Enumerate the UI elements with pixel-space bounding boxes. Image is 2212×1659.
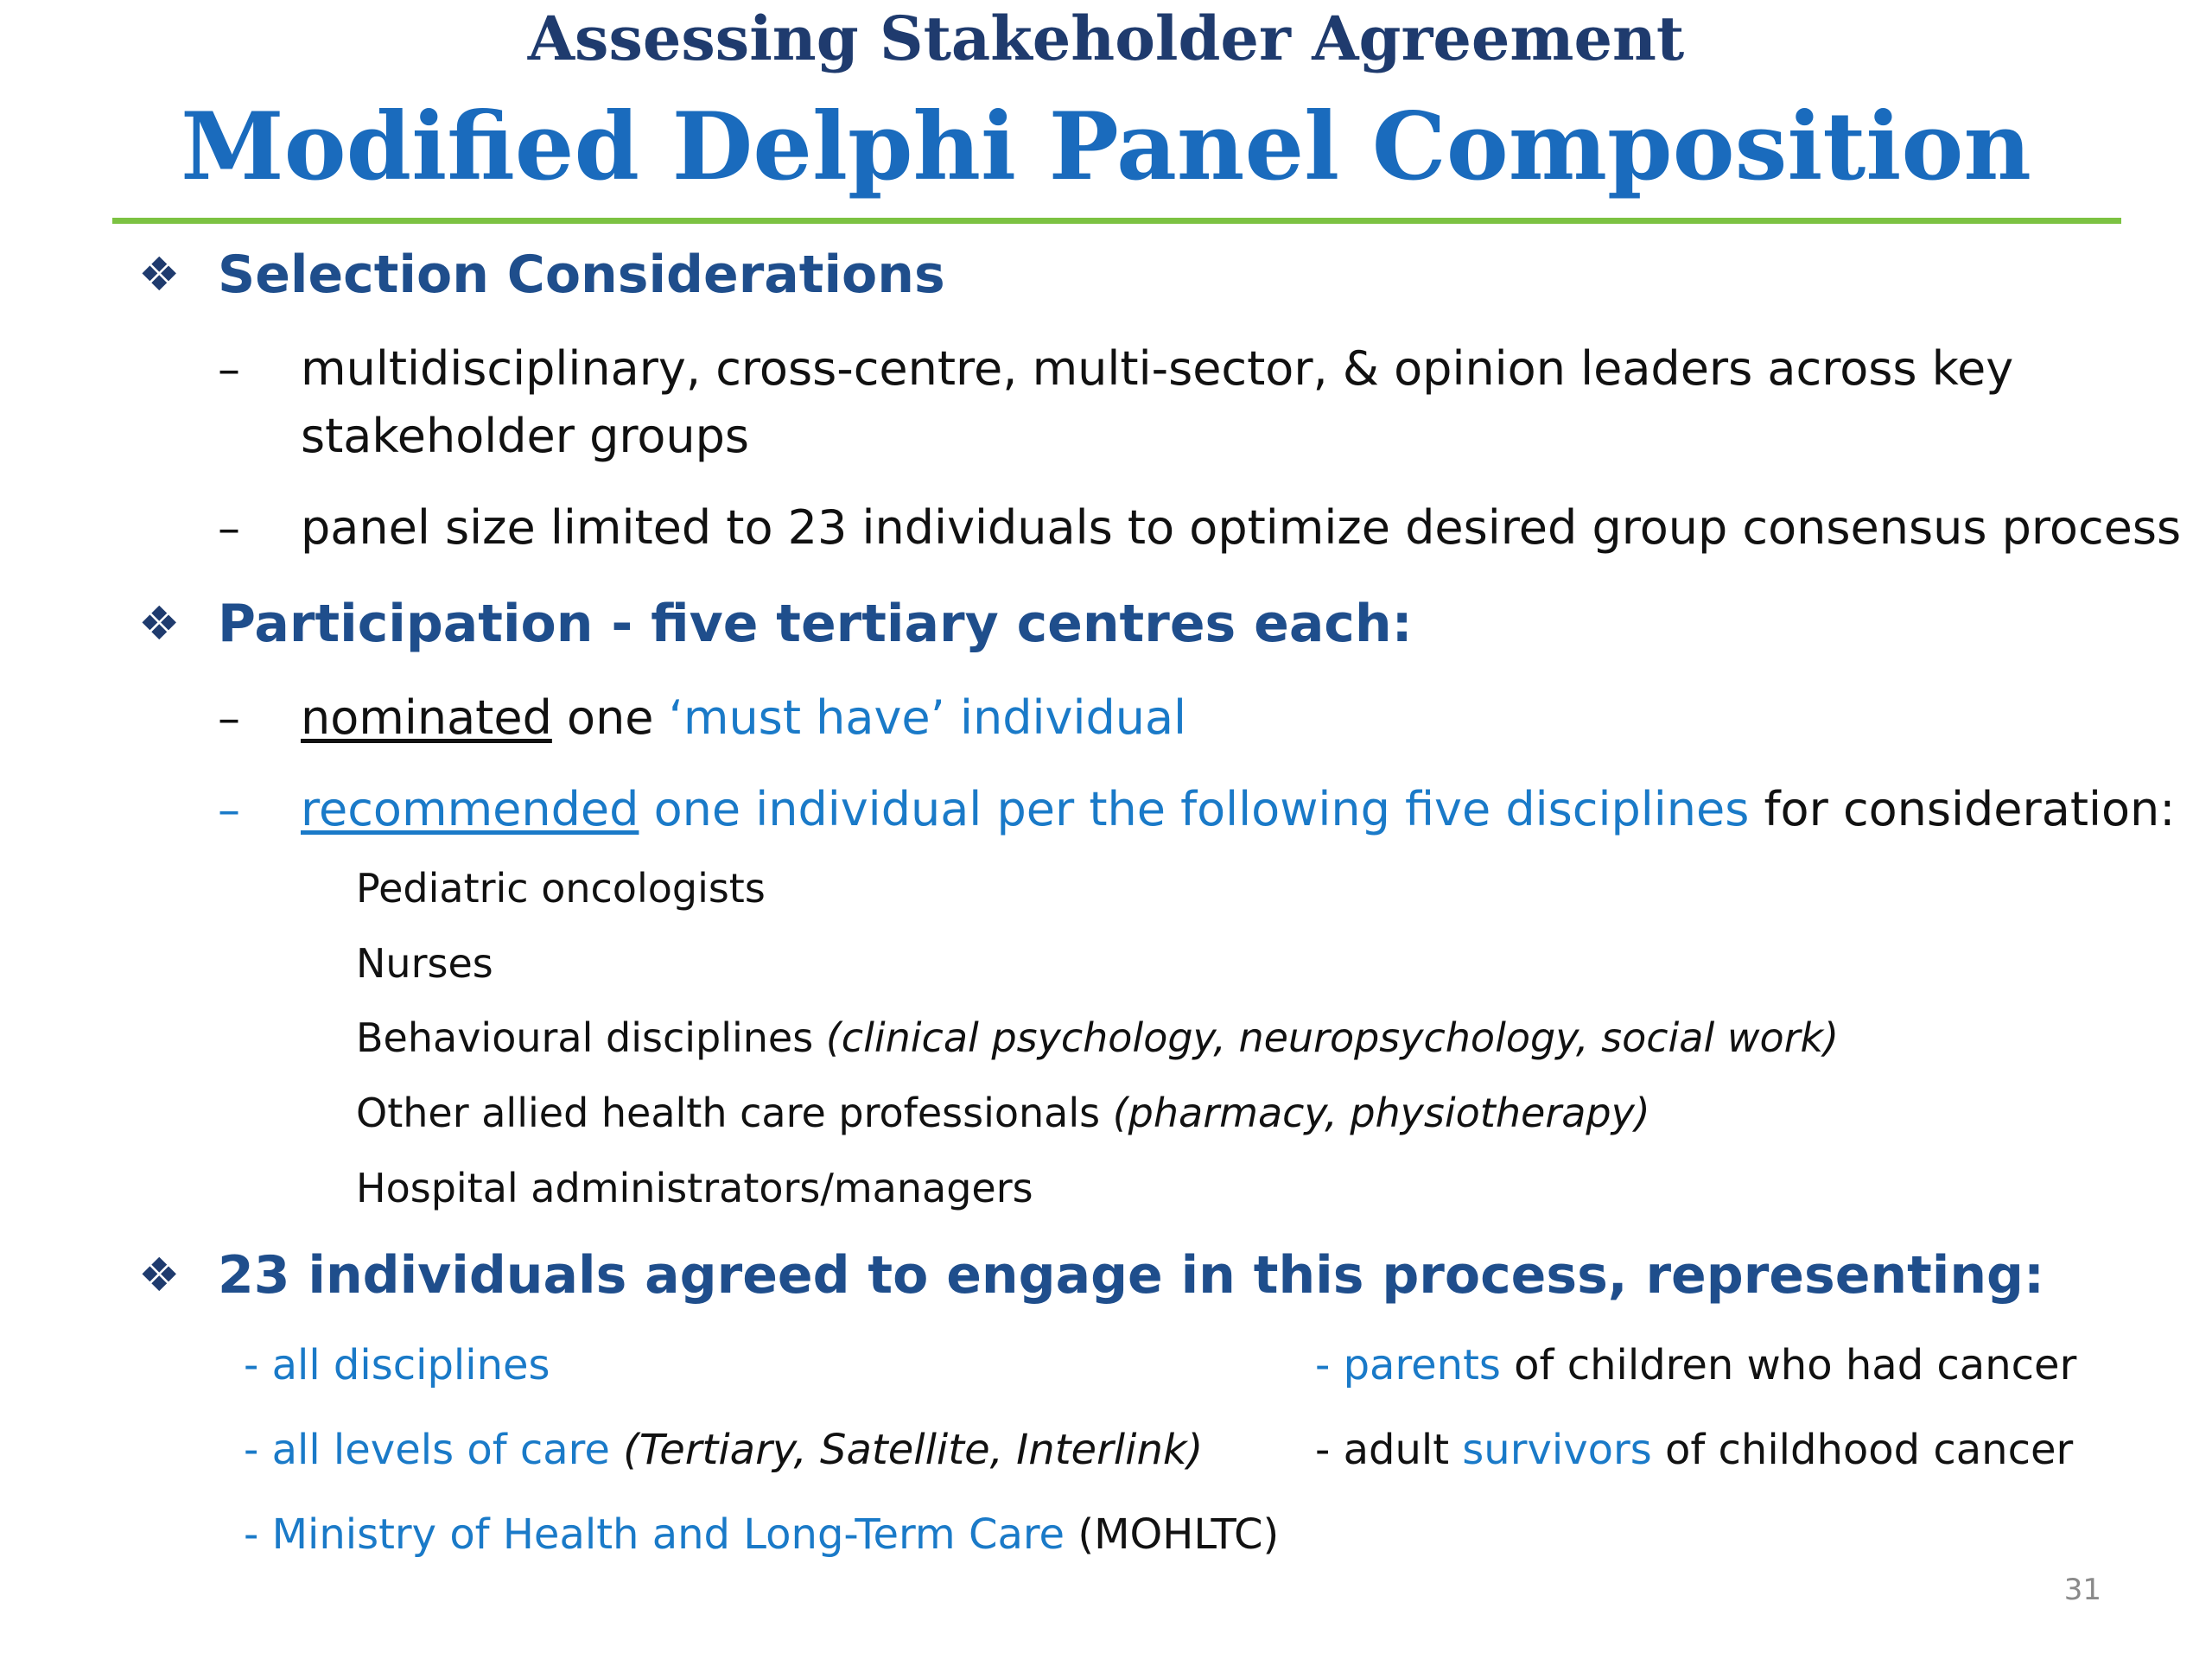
- nominated-text: nominated: [301, 690, 552, 745]
- representation-item: [244, 1335, 550, 1395]
- diamond-cluster-icon: ❖: [138, 596, 181, 651]
- discipline-item: [356, 933, 493, 994]
- one-text: one: [551, 690, 669, 745]
- discipline-detail: (pharmacy, physiotherapy): [1112, 1090, 1650, 1136]
- diamond-cluster-icon: ❖: [138, 247, 181, 302]
- representation-item: [244, 1504, 1279, 1565]
- discipline-detail: (clinical psychology, neuropsychology, social work): [825, 1014, 1840, 1061]
- dash-icon: –: [218, 693, 240, 745]
- title-divider: [112, 218, 2121, 224]
- discipline-name: Behavioural disciplines: [356, 1014, 826, 1061]
- participation-item-2: [301, 776, 2175, 843]
- representation-item: [1315, 1335, 2076, 1395]
- representation-suffix: of children who had cancer: [1500, 1341, 2077, 1389]
- representation-item: [244, 1420, 1203, 1480]
- for-consideration-text: for consideration:: [1749, 782, 2176, 836]
- must-have-text: ‘must have’ individual: [668, 690, 1187, 745]
- representation-label: survivors: [1462, 1426, 1652, 1474]
- representation-prefix: - adult: [1315, 1426, 1463, 1474]
- representation-label: - all levels of care: [244, 1426, 624, 1474]
- dash-icon: –: [218, 785, 240, 836]
- slide-supertitle: Assessing Stakeholder Agreement: [527, 3, 1685, 74]
- selection-item-2: panel size limited to 23 individuals to optimize desired group consensus process: [301, 500, 2182, 555]
- discipline-name: Hospital administrators/managers: [356, 1165, 1033, 1211]
- representation-suffix: (MOHLTC): [1065, 1510, 1280, 1559]
- discipline-item: [356, 1083, 1650, 1143]
- discipline-item: [356, 1158, 1033, 1218]
- participation-heading: Participation - five tertiary centres each:: [218, 594, 1413, 654]
- representation-item: [1315, 1420, 2073, 1480]
- discipline-name: Pediatric oncologists: [356, 865, 766, 912]
- representation-label: - parents: [1315, 1341, 1501, 1389]
- representation-label: - Ministry of Health and Long-Term Care: [244, 1510, 1065, 1559]
- recommended-text: recommended: [301, 782, 639, 836]
- selection-item-1-line-2: stakeholder groups: [301, 409, 750, 463]
- dash-icon: –: [218, 503, 240, 555]
- selection-item-1-line-1: multidisciplinary, cross-centre, multi-sector, & opinion leaders across key: [301, 341, 2014, 396]
- agreed-heading: 23 individuals agreed to engage in this process, representing:: [218, 1245, 2045, 1306]
- discipline-item: [356, 1007, 1839, 1068]
- representation-label: - all disciplines: [244, 1341, 550, 1389]
- representation-suffix: of childhood cancer: [1651, 1426, 2074, 1474]
- dash-icon: –: [218, 344, 240, 396]
- selection-heading: Selection Considerations: [218, 245, 945, 305]
- participation-item-1: [301, 684, 1186, 752]
- representation-detail: (Tertiary, Satellite, Interlink): [623, 1426, 1204, 1474]
- slide-title: Modified Delphi Panel Composition: [181, 92, 2031, 201]
- discipline-name: Nurses: [356, 940, 493, 987]
- five-disciplines-text: one individual per the following five disciplines: [639, 782, 1750, 836]
- page-number: 31: [2063, 1573, 2101, 1607]
- diamond-cluster-icon: ❖: [138, 1248, 181, 1302]
- discipline-name: Other allied health care professionals: [356, 1090, 1113, 1136]
- discipline-item: [356, 858, 766, 918]
